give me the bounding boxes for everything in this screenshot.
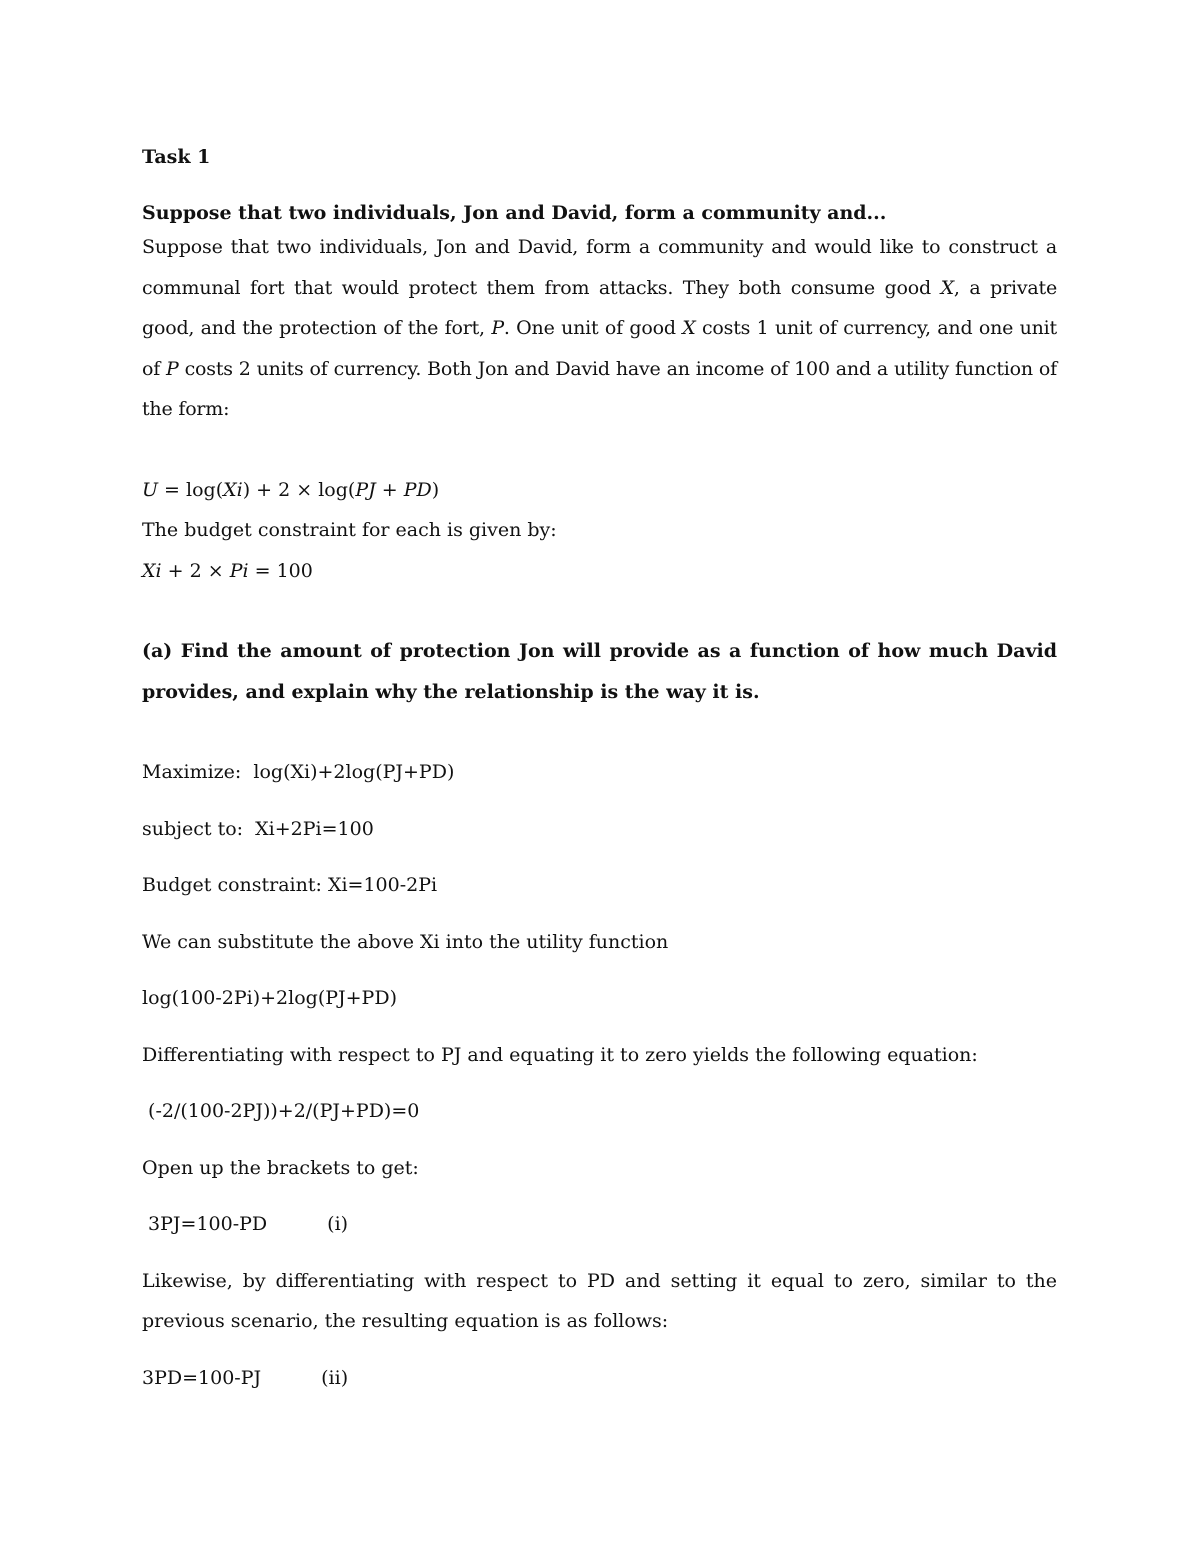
intro-text-3: . One unit of good: [503, 317, 683, 339]
intro-paragraph: [142, 227, 1057, 430]
spacer: [142, 712, 1057, 752]
step-equation-i: [142, 1204, 1057, 1245]
step-maximize: Maximize: log(Xi)+2log(PJ+PD): [142, 761, 455, 783]
spacer: [142, 591, 1057, 631]
budget-part: + 2 ×: [161, 559, 230, 582]
step-open-brackets: Open up the brackets to get:: [142, 1156, 419, 1179]
var-x: X: [682, 317, 696, 339]
budget-intro: The budget constraint for each is given by:: [142, 519, 557, 541]
step-budget-constraint: Budget constraint: Xi=100-2Pi: [142, 874, 438, 896]
equation-ii: 3PD=100-PJ: [142, 1366, 262, 1389]
var-x: X: [940, 276, 954, 299]
budget-equation: [142, 551, 1057, 592]
step-likewise: Likewise, by differentiating with respect to PD and setting it equal to zero, similar to the previous scenario, the resulting equation is as follows:: [142, 1269, 1057, 1332]
budget-pi: Pi: [229, 559, 249, 582]
question-a: (a) Find the amount of protection Jon will provide as a function of how much David provides, and explain why the relationship is the way it is.: [142, 640, 1057, 703]
intro-text-4: costs 1 unit of currency, and one unit of: [142, 317, 1057, 380]
var-p: P: [166, 357, 179, 380]
step-subject-to: subject to: Xi+2Pi=100: [142, 817, 374, 840]
task-title: Task 1: [142, 146, 211, 168]
step-equation-ii: [142, 1358, 1057, 1399]
step-log-expression: log(100-2Pi)+2log(PJ+PD): [142, 987, 397, 1009]
utility-part: = log(: [158, 478, 224, 501]
equation-i: 3PJ=100-PD: [142, 1213, 268, 1235]
section-heading: Suppose that two individuals, Jon and David, form a community and...: [142, 202, 887, 224]
budget-xi: Xi: [142, 559, 162, 582]
utility-pd: PD: [403, 478, 432, 501]
document-content: [142, 143, 1057, 1414]
utility-pj: PJ: [355, 478, 376, 501]
equation-i-label: (i): [327, 1213, 349, 1235]
step-derivative-equation: (-2/(100-2PJ))+2/(PJ+PD)=0: [142, 1100, 420, 1122]
utility-xi: Xi: [223, 478, 243, 501]
utility-part: ) + 2 × log(: [242, 478, 356, 501]
utility-part: ): [431, 478, 440, 501]
intro-text-1: Suppose that two individuals, Jon and David, form a community and would like to construct a communal fort that would protect them from attacks. They both consume good: [142, 236, 1057, 299]
var-p: P: [491, 317, 504, 339]
intro-text-5: costs 2 units of currency. Both Jon and David have an income of 100 and a utility function of the form:: [142, 357, 1057, 420]
equation-ii-label: (ii): [321, 1366, 349, 1389]
budget-part: = 100: [248, 559, 313, 582]
utility-u: U: [142, 478, 159, 501]
utility-function: [142, 470, 1057, 511]
intro-text-2: , a private good, and the protection of the fort,: [142, 276, 1057, 339]
step-differentiate: Differentiating with respect to PJ and equating it to zero yields the following equation:: [142, 1043, 978, 1066]
spacer: [142, 430, 1057, 470]
step-substitute: We can substitute the above Xi into the utility function: [142, 930, 669, 953]
utility-part: +: [375, 478, 404, 501]
